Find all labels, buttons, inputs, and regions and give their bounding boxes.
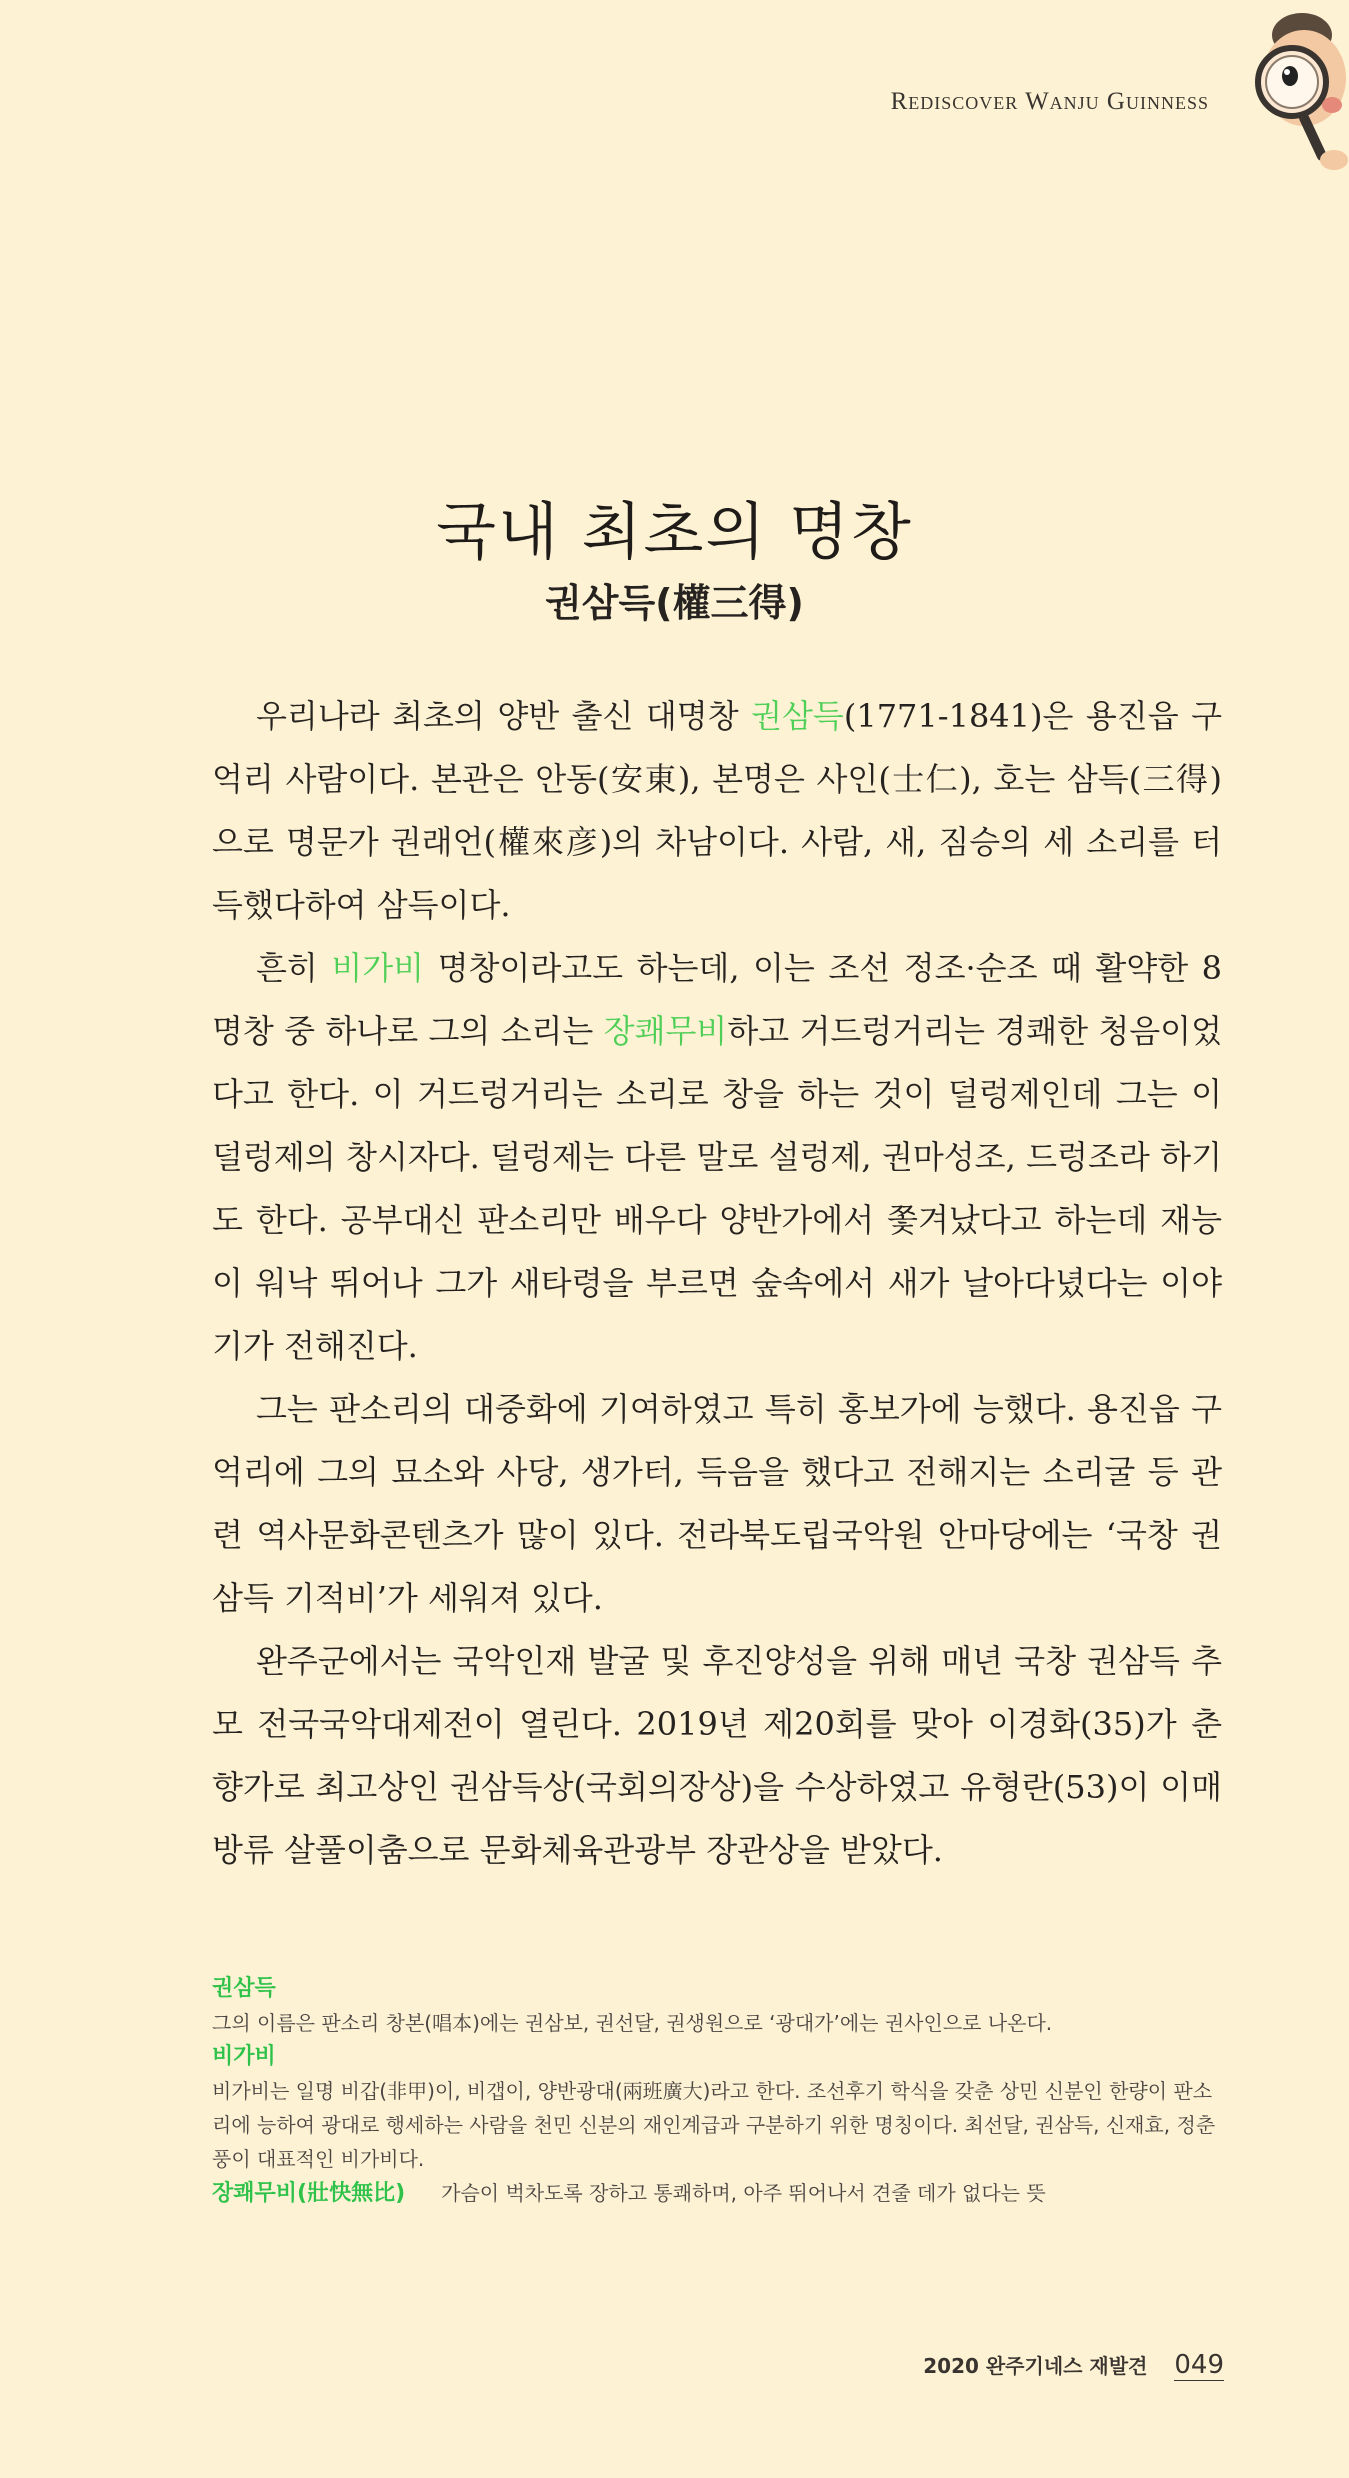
footnote-term: 장쾌무비(壯快無比): [212, 2181, 406, 2206]
body-paragraph: [212, 937, 1222, 1378]
footnote: [212, 2176, 1222, 2211]
page-header: [0, 0, 1349, 200]
paragraph-text: 우리나라 최초의 양반 출신 대명창: [256, 697, 752, 735]
publication-title: 2020 완주기네스 재발견: [923, 2354, 1148, 2378]
footnotes: [212, 1972, 1222, 2211]
paragraph-text: 완주군에서는 국악인재 발굴 및 후진양성을 위해 매년 국창 권삼득 추모 전국국악대제전이 열린다. 2019년 제20회를 맞아 이경화(35)가 춘향가로 최고상인 권삼득상(국회의장상)을 수상하였고 유형란(53)이 이매방류 살풀이춤으로 문화체육관광부 장관상을 받았다.: [212, 1642, 1222, 1869]
page-number: 049: [1174, 2350, 1224, 2380]
highlighted-term: 비가비: [331, 949, 425, 987]
paragraph-text: (1771-1841)은 용진읍 구억리 사람이다. 본관은 안동(安東), 본명은 사인(士仁), 호는 삼득(三得)으로 명문가 권래언(權來彦)의 차남이다. 사람, 새, 짐승의 세 소리를 터득했다하여 삼득이다.: [212, 697, 1222, 924]
footnote-term: 비가비: [212, 2044, 276, 2069]
highlighted-term: 권삼득: [751, 697, 844, 735]
series-title: Rediscover Wanju Guinness: [890, 88, 1209, 115]
footnote-description: 비가비는 일명 비갑(非甲)이, 비갭이, 양반광대(兩班廣大)라고 한다. 조선후기 학식을 갖춘 상민 신분인 한량이 판소리에 능하여 광대로 행세하는 사람을 천민 신분의 재인계급과 구분하기 위한 명칭이다. 최선달, 권삼득, 신재효, 정춘풍이 대표적인 비가비다.: [212, 2079, 1216, 2171]
magnifier-mascot-icon: [1234, 0, 1349, 200]
footnote-term: 권삼득: [212, 1976, 276, 2001]
paragraph-text: 흔히: [256, 949, 332, 987]
footnote-description: 가슴이 벅차도록 장하고 통쾌하며, 아주 뛰어나서 견줄 데가 없다는 뜻: [441, 2181, 1046, 2205]
body-paragraph: [212, 1378, 1222, 1630]
paragraph-text: 그는 판소리의 대중화에 기여하였고 특히 홍보가에 능했다. 용진읍 구억리에 그의 묘소와 사당, 생가터, 득음을 했다고 전해지는 소리굴 등 관련 역사문화콘텐츠가 많이 있다. 전라북도립국악원 안마당에는 ‘국창 권삼득 기적비’가 세워져 있다.: [212, 1390, 1222, 1617]
article-subtitle: 권삼득(權三得): [545, 581, 804, 625]
highlighted-term: 장쾌무비: [603, 1012, 728, 1050]
footnote-description: 그의 이름은 판소리 창본(唱本)에는 권삼보, 권선달, 권생원으로 ‘광대가’에는 권사인으로 나온다.: [212, 2011, 1053, 2035]
article-body: [212, 685, 1222, 1882]
footnote: [212, 1972, 1222, 2040]
article-title: 국내 최초의 명창: [436, 494, 913, 568]
page-footer: [923, 2350, 1224, 2381]
paragraph-text: 하고 거드렁거리는 경쾌한 청음이었다고 한다. 이 거드렁거리는 소리로 창을 하는 것이 덜렁제인데 그는 이 덜렁제의 창시자다. 덜렁제는 다른 말로 설렁제, 권마성조, 드렁조라 하기도 한다. 공부대신 판소리만 배우다 양반가에서 쫓겨났다고 하는데 재능이 워낙 뛰어나 그가 새타령을 부르면 숲속에서 새가 날아다녔다는 이야기가 전해진다.: [212, 1012, 1222, 1365]
footnote: [212, 2040, 1222, 2176]
body-paragraph: [212, 685, 1222, 937]
body-paragraph: [212, 1630, 1222, 1882]
paragraph-text: 명창이라고도 하는데, 이는 조선 정조·순조 때 활약한 8명창 중 하나로 그의 소리는: [212, 949, 1223, 1050]
